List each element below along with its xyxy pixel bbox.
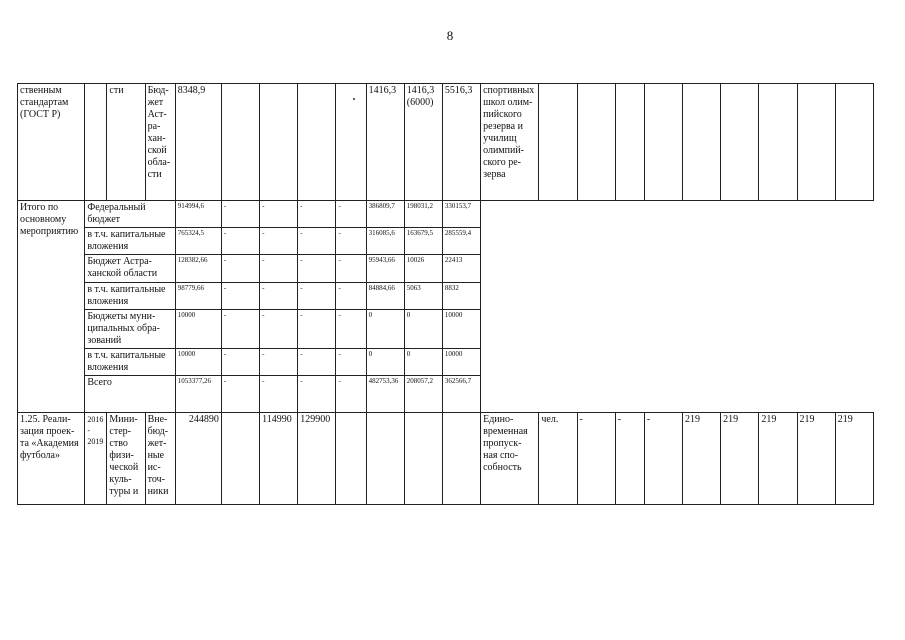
- table-row: [18, 413, 874, 505]
- value-cell: -: [336, 283, 366, 310]
- indicator-value-cell: [683, 84, 721, 201]
- value-cell: 1416,3 (6000): [404, 84, 442, 201]
- value-cell: 10000: [442, 310, 480, 349]
- value-cell: -: [298, 310, 336, 349]
- value-cell: -: [336, 201, 366, 228]
- total-cell: 10000: [175, 349, 221, 376]
- value-cell: -: [221, 255, 259, 283]
- value-cell: 22413: [442, 255, 480, 283]
- value-cell: 0: [366, 349, 404, 376]
- value-cell: -: [298, 376, 336, 413]
- value-cell: -: [221, 349, 259, 376]
- source-cell: Федеральный бюджет: [85, 201, 175, 228]
- source-cell: Всего: [85, 376, 175, 413]
- indicator-value-cell: [615, 84, 644, 201]
- total-cell: 244890: [175, 413, 221, 505]
- measure-name-cell: 1.25. Реали- зация проек- та «Академия футбола»: [18, 413, 85, 505]
- executor-cell: Мини- стер- ство физи- ческой куль- туры и: [107, 413, 145, 505]
- value-cell: 386809,7: [366, 201, 404, 228]
- indicator-value-cell: [721, 84, 759, 201]
- value-cell: -: [221, 310, 259, 349]
- table-row: [18, 201, 874, 228]
- value-cell: -: [336, 310, 366, 349]
- total-cell: 10000: [175, 310, 221, 349]
- value-cell: -: [221, 283, 259, 310]
- value-cell: -: [298, 228, 336, 255]
- indicator-cell: спортивных школ олим- пийского резерва и училищ олимпий- ского ре- зерва: [481, 84, 539, 201]
- value-cell: -: [336, 228, 366, 255]
- indicator-value-cell: 219: [721, 413, 759, 505]
- table-row: [18, 84, 874, 201]
- empty-block: [481, 201, 874, 413]
- indicator-value-cell: [644, 84, 682, 201]
- source-cell: в т.ч. капитальные вложения: [85, 228, 175, 255]
- value-cell: -: [260, 349, 298, 376]
- value-cell: 129900: [298, 413, 336, 505]
- executor-cell: сти: [107, 84, 145, 201]
- indicator-cell: Едино- временная пропуск- ная спо- собность: [481, 413, 539, 505]
- value-cell: 1416,3: [366, 84, 404, 201]
- value-cell: -: [336, 349, 366, 376]
- value-cell: 5516,3: [442, 84, 480, 201]
- total-cell: 765324,5: [175, 228, 221, 255]
- page-number: 8: [446, 28, 454, 43]
- program-table: [17, 83, 874, 505]
- total-cell: 914994,6: [175, 201, 221, 228]
- value-cell: -: [260, 201, 298, 228]
- indicator-value-cell: [797, 84, 835, 201]
- total-cell: 98779,66: [175, 283, 221, 310]
- value-cell: -: [336, 255, 366, 283]
- value-cell: -: [260, 228, 298, 255]
- value-cell: -: [260, 310, 298, 349]
- value-cell: 285559,4: [442, 228, 480, 255]
- value-cell: -: [298, 255, 336, 283]
- indicator-value-cell: [759, 84, 797, 201]
- value-cell: [404, 413, 442, 505]
- value-cell: 84884,66: [366, 283, 404, 310]
- value-cell: 0: [404, 349, 442, 376]
- value-cell: -: [221, 376, 259, 413]
- indicator-value-cell: 219: [683, 413, 721, 505]
- value-cell: [260, 84, 298, 201]
- source-cell: в т.ч. капитальные вложения: [85, 349, 175, 376]
- value-cell: 198031,2: [404, 201, 442, 228]
- total-cell: 128382,66: [175, 255, 221, 283]
- value-cell: -: [298, 283, 336, 310]
- value-cell: 5063: [404, 283, 442, 310]
- indicator-value-cell: 219: [759, 413, 797, 505]
- value-cell: [221, 84, 259, 201]
- value-cell: -: [221, 201, 259, 228]
- source-cell: Бюджеты муни- ципальных обра- зований: [85, 310, 175, 349]
- source-cell: Бюджет Астра- ханской области: [85, 255, 175, 283]
- period-cell: 2016 - 2019: [85, 413, 107, 505]
- source-cell: Бюд- жет Аст- ра- хан- ской обла- сти: [145, 84, 175, 201]
- value-cell: 10000: [442, 349, 480, 376]
- value-cell: [336, 84, 366, 201]
- measure-name-cell: ственным стандартам (ГОСТ Р): [18, 84, 85, 201]
- indicator-value-cell: 219: [835, 413, 873, 505]
- indicator-value-cell: [577, 84, 615, 201]
- indicator-value-cell: -: [644, 413, 682, 505]
- value-cell: 95943,66: [366, 255, 404, 283]
- value-cell: 208057,2: [404, 376, 442, 413]
- indicator-value-cell: [835, 84, 873, 201]
- value-cell: 0: [366, 310, 404, 349]
- value-cell: 163679,5: [404, 228, 442, 255]
- indicator-value-cell: 219: [797, 413, 835, 505]
- total-cell: 8348,9: [175, 84, 221, 201]
- indicator-value-cell: -: [577, 413, 615, 505]
- total-cell: 1053377,26: [175, 376, 221, 413]
- value-cell: [366, 413, 404, 505]
- value-cell: -: [336, 376, 366, 413]
- value-cell: -: [298, 201, 336, 228]
- value-cell: -: [260, 283, 298, 310]
- value-cell: 362566,7: [442, 376, 480, 413]
- value-cell: [298, 84, 336, 201]
- value-cell: -: [260, 376, 298, 413]
- value-cell: 114990: [260, 413, 298, 505]
- period-cell: [85, 84, 107, 201]
- unit-cell: чел.: [539, 413, 577, 505]
- value-cell: [336, 413, 366, 505]
- value-cell: -: [221, 228, 259, 255]
- indicator-value-cell: -: [615, 413, 644, 505]
- value-cell: -: [260, 255, 298, 283]
- itogo-label-cell: Итого по основному мероприятию: [18, 201, 85, 413]
- value-cell: -: [298, 349, 336, 376]
- source-cell: в т.ч. капитальные вложения: [85, 283, 175, 310]
- value-cell: 10026: [404, 255, 442, 283]
- unit-cell: [539, 84, 577, 201]
- value-cell: 316085,6: [366, 228, 404, 255]
- value-cell: 482753,36: [366, 376, 404, 413]
- value-cell: 8832: [442, 283, 480, 310]
- value-cell: [221, 413, 259, 505]
- value-cell: 0: [404, 310, 442, 349]
- value-cell: 330153,7: [442, 201, 480, 228]
- source-cell: Вне- бюд- жет- ные ис- точ- ники: [145, 413, 175, 505]
- value-cell: [442, 413, 480, 505]
